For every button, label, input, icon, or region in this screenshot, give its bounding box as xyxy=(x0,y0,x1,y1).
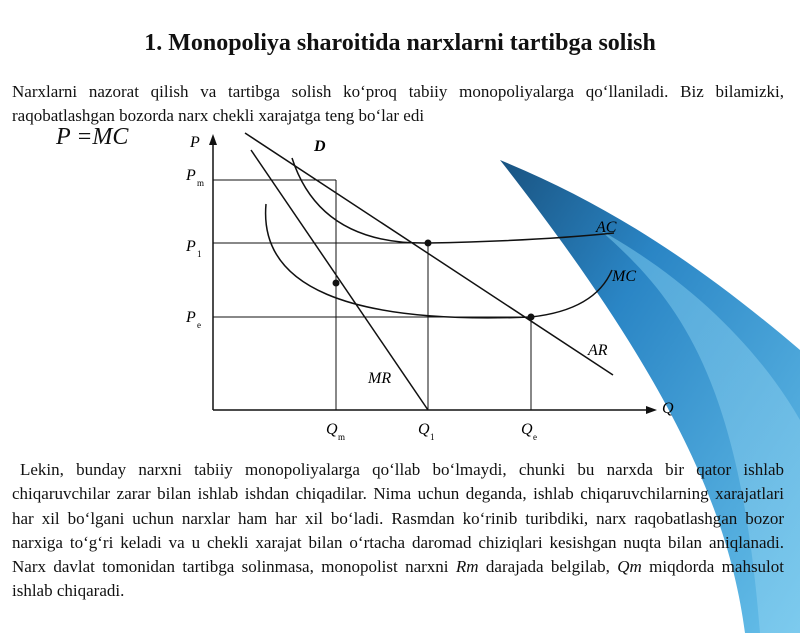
demand-ar-line xyxy=(245,133,613,375)
intersection-point-ac-ar xyxy=(425,240,432,247)
intro-paragraph: Narxlarni nazorat qilish va tartibga solish ko‘proq tabiiy monopoliyalarga qo‘llaniladi. Biz bilamizki, raqobatlashgan bozorda narx chekli xarajatga teng bo‘lar edi xyxy=(12,82,784,125)
mr-label: MR xyxy=(368,370,392,387)
page-title: 1. Monopoliya sharoitida narxlarni tartibga solish xyxy=(144,30,656,56)
ac-label: AC xyxy=(596,219,617,236)
svg-text:e: e xyxy=(533,432,537,442)
svg-text:P: P xyxy=(186,309,196,326)
intersection-point-mr-mc xyxy=(333,280,340,287)
svg-text:1: 1 xyxy=(430,432,435,442)
qm-symbol: Qm xyxy=(617,557,642,577)
svg-text:Q: Q xyxy=(326,421,338,438)
intersection-point-mc-ar xyxy=(528,314,535,321)
body-paragraph-part-3: miqdorda mahsulot ishlab chiqaradi. xyxy=(12,557,785,601)
price-label-p1 xyxy=(185,238,202,259)
ar-label: AR xyxy=(588,342,608,359)
svg-text:1: 1 xyxy=(197,249,202,259)
y-axis-arrow xyxy=(209,134,217,145)
svg-text:Q: Q xyxy=(521,421,533,438)
svg-text:P: P xyxy=(186,238,196,255)
quantity-label-qe xyxy=(521,421,537,442)
mr-line xyxy=(251,150,428,410)
body-paragraph-part-1: Lekin, bunday narxni tabiiy monopoliyalarga qo‘llab bo‘lmaydi, chunki bu narxda bir qator ishlab chiqaruvchilar zarar bilan ishlab ishdan chiqadilar. Nima uchun deganda, ishlab chiqaruvchilarning xarajatlari har xil bo‘lgani uchun narxlar ham har xil bo‘ladi. Rasmdan ko‘rinib turibdiki, narx raqobatlashgan bozor narxiga to‘g‘ri keladi va u chekli xarajat bilan o‘rtacha daromad chiziqlari kesishgan nuqta bilan aniqlanadi. Narx davlat tomonidan tartibga solinmasa, monopolist narxni xyxy=(12,460,784,577)
x-axis-arrow xyxy=(646,406,657,414)
svg-text:m: m xyxy=(338,432,346,442)
svg-text:P: P xyxy=(186,167,196,184)
svg-text:m: m xyxy=(197,178,205,188)
svg-text:e: e xyxy=(197,320,201,330)
body-paragraph-part-2: darajada belgilab, xyxy=(478,557,618,577)
x-axis-label: Q xyxy=(662,400,674,417)
quantity-label-qm xyxy=(326,421,345,442)
price-equals-mc-formula: P =MC xyxy=(56,124,129,150)
body-paragraph xyxy=(12,458,784,604)
mc-label: MC xyxy=(612,268,636,285)
demand-label: D xyxy=(314,138,326,155)
svg-text:Q: Q xyxy=(418,421,430,438)
quantity-label-q1 xyxy=(418,421,435,442)
price-label-pe xyxy=(185,309,201,330)
price-label-pm xyxy=(185,167,204,188)
rm-symbol: Rm xyxy=(455,557,479,577)
y-axis-label: P xyxy=(190,134,200,151)
